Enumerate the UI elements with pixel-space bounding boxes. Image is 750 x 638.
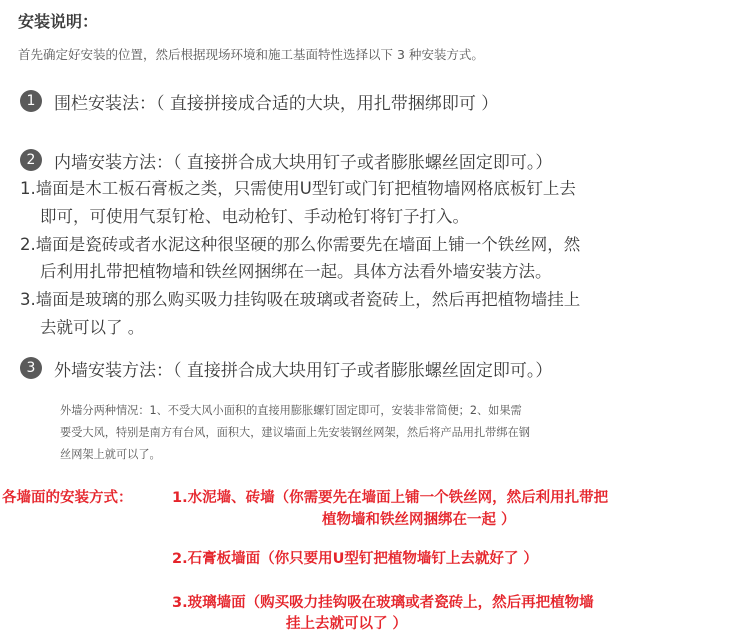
section-1-title: 围栏安装法：（ 直接拼接成合适的大块，用扎带捆绑即可 ）	[54, 94, 499, 114]
interior-item-1-line-2: 即可，可使用气泵钉枪、电动枪钉、手动枪钉将钉子打入。	[40, 207, 469, 226]
summary-lead: 各墙面的安装方式：	[2, 490, 133, 506]
exterior-note-line-2: 要受大风，特别是南方有台风，面积大，建议墙面上先安装钢丝网架，然后将产品用扎带绑在钢	[60, 426, 530, 439]
step-1-badge: 1	[20, 90, 42, 112]
section-3-title: 外墙安装方法：（ 直接拼合成大块用钉子或者膨胀螺丝固定即可。）	[54, 361, 553, 381]
step-2-badge: 2	[20, 149, 42, 171]
summary-item-1-line-2: 植物墙和铁丝网捆绑在一起 ）	[322, 512, 516, 528]
summary-item-3-line-2: 挂上去就可以了 ）	[286, 616, 408, 632]
exterior-note-line-3: 丝网架上就可以了。	[60, 448, 161, 461]
interior-item-3-line-2: 去就可以了 。	[40, 318, 145, 337]
summary-item-3-line-1: 3.玻璃墙面（购买吸力挂钩吸在玻璃或者瓷砖上，然后再把植物墙	[172, 595, 594, 611]
summary-item-1-line-1: 1.水泥墙、砖墙（你需要先在墙面上铺一个铁丝网，然后利用扎带把	[172, 490, 609, 506]
summary-item-2: 2.石膏板墙面（你只要用U型钉把植物墙钉上去就好了 ）	[172, 551, 538, 567]
exterior-note-line-1: 外墙分两种情况：1、不受大风小面积的直接用膨胀螺钉固定即可，安装非常简便；2、如果需	[60, 404, 522, 417]
section-2-title: 内墙安装方法：（ 直接拼合成大块用钉子或者膨胀螺丝固定即可。）	[54, 153, 553, 173]
interior-item-3-line-1: 3.墙面是玻璃的那么购买吸力挂钩吸在玻璃或者瓷砖上，然后再把植物墙挂上	[20, 290, 581, 309]
interior-item-2-line-1: 2.墙面是瓷砖或者水泥这种很坚硬的那么你需要先在墙面上铺一个铁丝网，然	[20, 235, 581, 254]
page-title: 安装说明：	[18, 12, 99, 31]
interior-item-1-line-1: 1.墙面是木工板石膏板之类，只需使用U型钉或门钉把植物墙网格底板钉上去	[20, 179, 576, 198]
step-3-badge: 3	[20, 357, 42, 379]
intro-text: 首先确定好安装的位置，然后根据现场环境和施工基面特性选择以下 3 种安装方式。	[18, 47, 484, 62]
interior-item-2-line-2: 后利用扎带把植物墙和铁丝网捆绑在一起。具体方法看外墙安装方法。	[40, 262, 552, 281]
